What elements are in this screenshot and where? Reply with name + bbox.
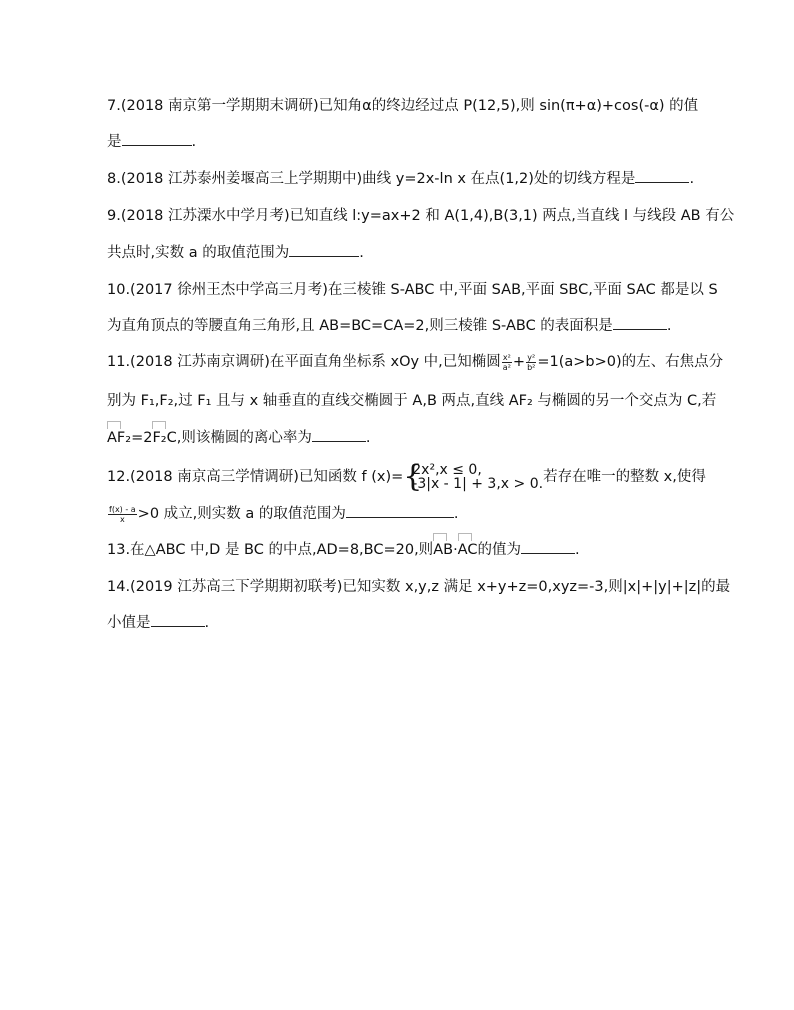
piecewise-function: { 2x²,x ≤ 0, -3|x - 1| + 3,x > 0. — [403, 459, 544, 494]
problem-11-line-2: 别为 F₁,F₂,过 F₁ 且与 x 轴垂直的直线交椭圆于 A,B 两点,直线 AF₂ 与椭圆的另一个交点为 C,若 — [107, 393, 717, 409]
answer-blank[interactable] — [312, 427, 366, 442]
vector-ac: AC — [458, 539, 478, 561]
answer-blank[interactable] — [613, 315, 667, 330]
problem-10-line-2: 为直角顶点的等腰直角三角形,且 AB=BC=CA=2,则三棱锥 S-ABC 的表面积是 . — [107, 315, 671, 337]
vector-ab: AB — [433, 539, 453, 561]
vector-f2c: F₂C — [152, 427, 176, 449]
ellipse-fraction-x: $\frac{\text{x²}}{\text{a²}}$ — [502, 352, 511, 372]
problem-14-line-1: 14.(2019 江苏高三下学期期初联考)已知实数 x,y,z 满足 x+y+z=0,xyz=-3,则|x|+|y|+|z|的最 — [107, 579, 731, 595]
problem-12-line-1: 12.(2018 南京高三学情调研)已知函数 f (x)= { 2x²,x ≤ 0, -3|x - 1| + 3,x > 0. 若存在唯一的整数 x,使得 — [107, 459, 706, 494]
problem-13-line-1: 13.在△ABC 中,D 是 BC 的中点,AD=8,BC=20,则AB·AC的值为 . — [107, 539, 580, 561]
problem-12-line-2: $\frac{f(x) - a}{x}$ >0 成立,则实数 a 的取值范围为 . — [109, 504, 459, 524]
problem-10-line-1: 10.(2017 徐州王杰中学高三月考)在三棱锥 S-ABC 中,平面 SAB,平面 SBC,平面 SAC 都是以 S — [107, 282, 718, 298]
problem-9-line-1: 9.(2018 江苏溧水中学月考)已知直线 l:y=ax+2 和 A(1,4),B(3,1) 两点,当直线 l 与线段 AB 有公 — [107, 208, 735, 224]
problem-11-line-3: AF₂=2F₂C,则该椭圆的离心率为 . — [107, 427, 370, 449]
answer-blank[interactable] — [289, 242, 359, 257]
answer-blank[interactable] — [151, 612, 205, 627]
problem-9-line-2: 共点时,实数 a 的取值范围为 . — [107, 242, 364, 264]
problem-11-line-1: 11.(2018 江苏南京调研)在平面直角坐标系 xOy 中,已知椭圆 $\frac{\text{x²}}{\text{a²}}$ + $\frac{\text{y²}}{\text{b²}}$ =1(a>b>0)的左、右焦点分 — [107, 352, 724, 372]
vector-af2: AF₂ — [107, 427, 131, 449]
problem-7-line-1: 7.(2018 南京第一学期期末调研)已知角α的终边经过点 P(12,5),则 sin(π+α)+cos(-α) 的值 — [107, 98, 699, 114]
answer-blank[interactable] — [346, 503, 454, 518]
answer-blank[interactable] — [635, 168, 689, 183]
problem-14-line-2: 小值是 . — [107, 612, 209, 634]
answer-blank[interactable] — [521, 539, 575, 554]
condition-fraction: $\frac{f(x) - a}{x}$ — [109, 504, 136, 524]
answer-blank[interactable] — [122, 131, 192, 146]
problem-7-line-2: 是 . — [107, 131, 196, 153]
problem-8-line-1: 8.(2018 江苏泰州姜堰高三上学期期中)曲线 y=2x-ln x 在点(1,2)处的切线方程是 . — [107, 168, 694, 190]
ellipse-fraction-y: $\frac{\text{y²}}{\text{b²}}$ — [527, 352, 536, 372]
